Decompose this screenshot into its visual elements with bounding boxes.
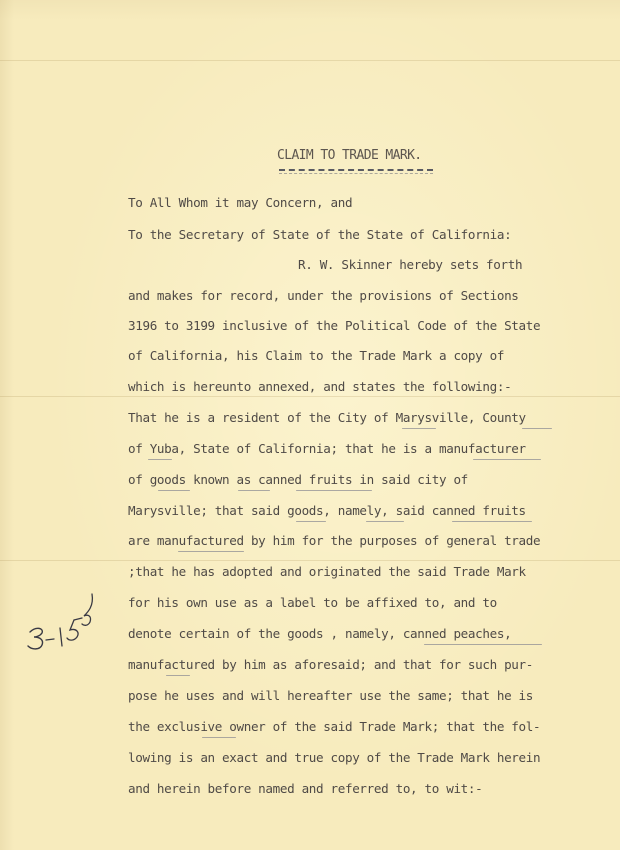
paper-fold: [0, 60, 620, 61]
text-line-1: To All Whom it may Concern, and: [128, 195, 353, 210]
text-line-19: lowing is an exact and true copy of the Trade Mark herein: [128, 750, 541, 765]
paper-fold: [0, 396, 620, 397]
pencil-underline: [166, 675, 190, 676]
title-underline-shadow: [279, 173, 433, 174]
pencil-underline: [402, 428, 436, 429]
text-line-18: the exclusive owner of the said Trade Mark; that the fol-: [128, 719, 541, 734]
text-line-16: manufactured by him as aforesaid; and that for such pur-: [128, 657, 533, 672]
text-line-10: of goods known as canned fruits in said city of: [128, 472, 468, 487]
pencil-underline: [296, 521, 326, 522]
pencil-underline: [202, 737, 236, 738]
text-line-14: for his own use as a label to be affixed to, and to: [128, 595, 497, 610]
text-line-12: are manufactured by him for the purposes of general trade: [128, 533, 541, 548]
text-line-5: 3196 to 3199 inclusive of the Political Code of the State: [128, 318, 541, 333]
text-line-8: That he is a resident of the City of Marysville, County: [128, 410, 526, 425]
pencil-underline: [158, 490, 190, 491]
pencil-underline: [148, 459, 172, 460]
text-line-9: of Yuba, State of California; that he is a manufacturer: [128, 441, 526, 456]
pencil-underline: [238, 490, 270, 491]
text-line-13: ;that he has adopted and originated the said Trade Mark: [128, 564, 526, 579]
text-line-17: pose he uses and will hereafter use the same; that he is: [128, 688, 533, 703]
text-line-11: Marysville; that said goods, namely, said canned fruits: [128, 503, 526, 518]
text-line-7: which is hereunto annexed, and states the following:-: [128, 379, 512, 394]
pencil-underline: [522, 428, 552, 429]
pencil-underline: [296, 490, 372, 491]
pencil-underline: [178, 551, 244, 552]
text-line-4: and makes for record, under the provisions of Sections: [128, 288, 519, 303]
document-title: CLAIM TO TRADE MARK.: [277, 148, 422, 163]
handwritten-margin-note: [22, 586, 104, 656]
text-line-20: and herein before named and referred to, to wit:-: [128, 781, 483, 796]
pencil-underline: [424, 644, 542, 645]
text-line-3: R. W. Skinner hereby sets forth: [298, 257, 523, 272]
text-line-15: denote certain of the goods , namely, canned peaches,: [128, 626, 512, 641]
pencil-underline: [473, 459, 541, 460]
pencil-underline: [366, 521, 404, 522]
text-line-2: To the Secretary of State of the State of California:: [128, 227, 512, 242]
pencil-underline: [452, 521, 532, 522]
title-underline: [279, 169, 433, 171]
text-line-6: of California, his Claim to the Trade Mark a copy of: [128, 348, 505, 363]
paper-fold: [0, 560, 620, 561]
